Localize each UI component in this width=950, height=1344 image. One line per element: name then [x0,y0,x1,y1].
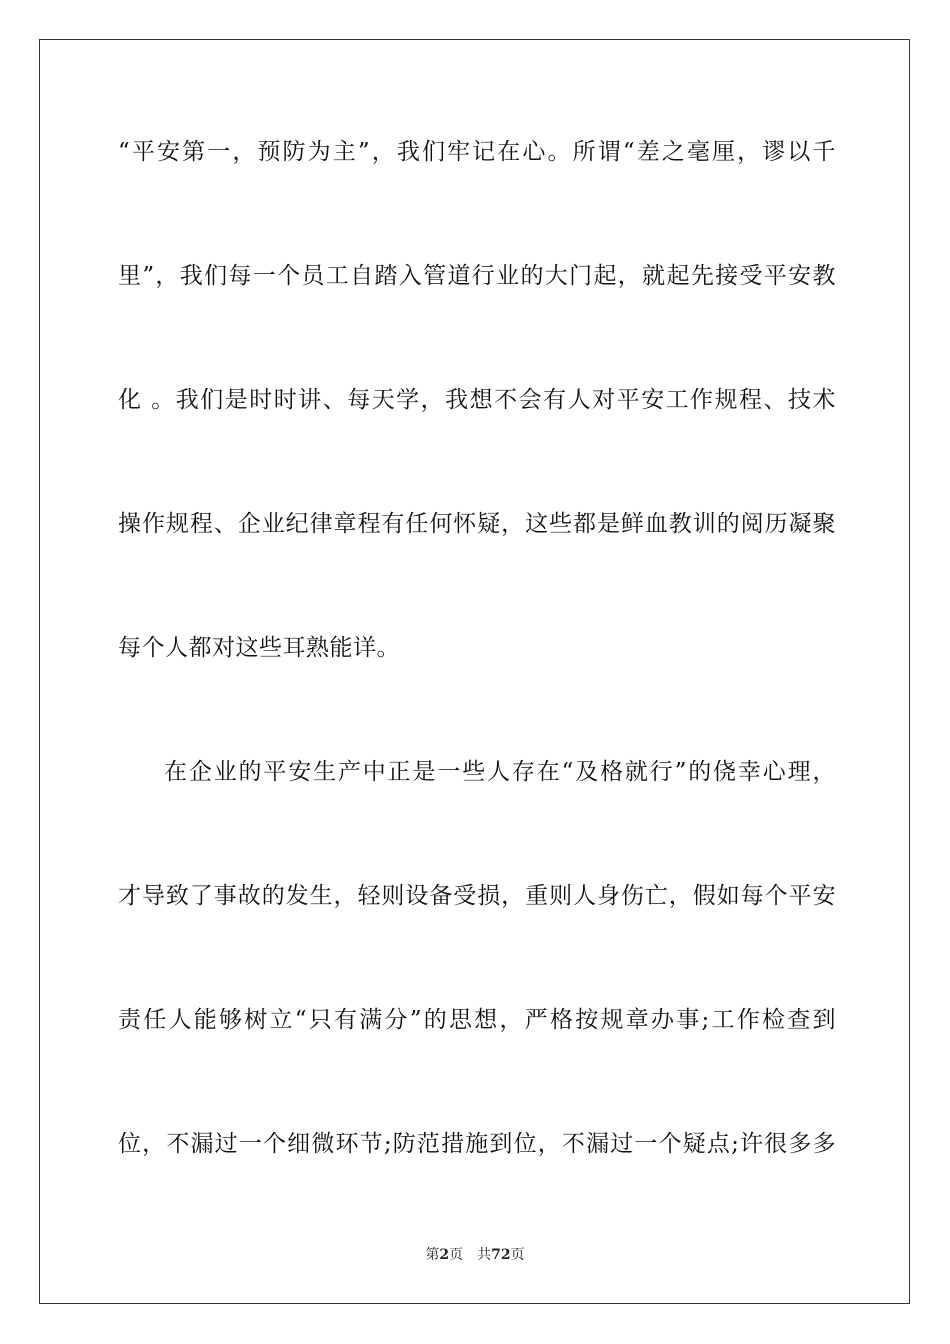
page-border [39,39,910,1304]
total-page-count: 72 [491,1247,511,1263]
text-line-1: “平安第一，预防为主”，我们牢记在心。所谓“差之毫厘，谬以千 [118,139,836,165]
page-footer [0,1246,950,1264]
text-line-5: 每个人都对这些耳熟能详。 [118,635,400,661]
text-line-3: 化 。我们是时时讲、每天学，我想不会有人对平安工作规程、技术 [118,387,836,413]
text-line-4: 操作规程、企业纪律章程有任何怀疑，这些都是鲜血教训的阅历凝聚 [118,511,836,537]
current-page-number: 2 [439,1247,450,1263]
text-line-8: 责任人能够树立“只有满分”的思想，严格按规章办事;工作检查到 [118,1007,836,1033]
text-line-7: 才导致了事故的发生，轻则设备受损，重则人身伤亡，假如每个平安 [118,883,836,909]
footer-page-suffix: 页 [449,1247,464,1263]
footer-total-prefix: 共 [477,1247,492,1263]
text-line-6: 在企业的平安生产中正是一些人存在“及格就行”的侥幸心理， [164,759,836,785]
text-line-2: 里”，我们每一个员工自踏入管道行业的大门起，就起先接受平安教 [118,263,836,289]
footer-prefix: 第 [425,1247,440,1263]
footer-total-suffix: 页 [510,1247,525,1263]
text-line-9: 位，不漏过一个细微环节;防范措施到位，不漏过一个疑点;许很多多 [118,1131,836,1157]
